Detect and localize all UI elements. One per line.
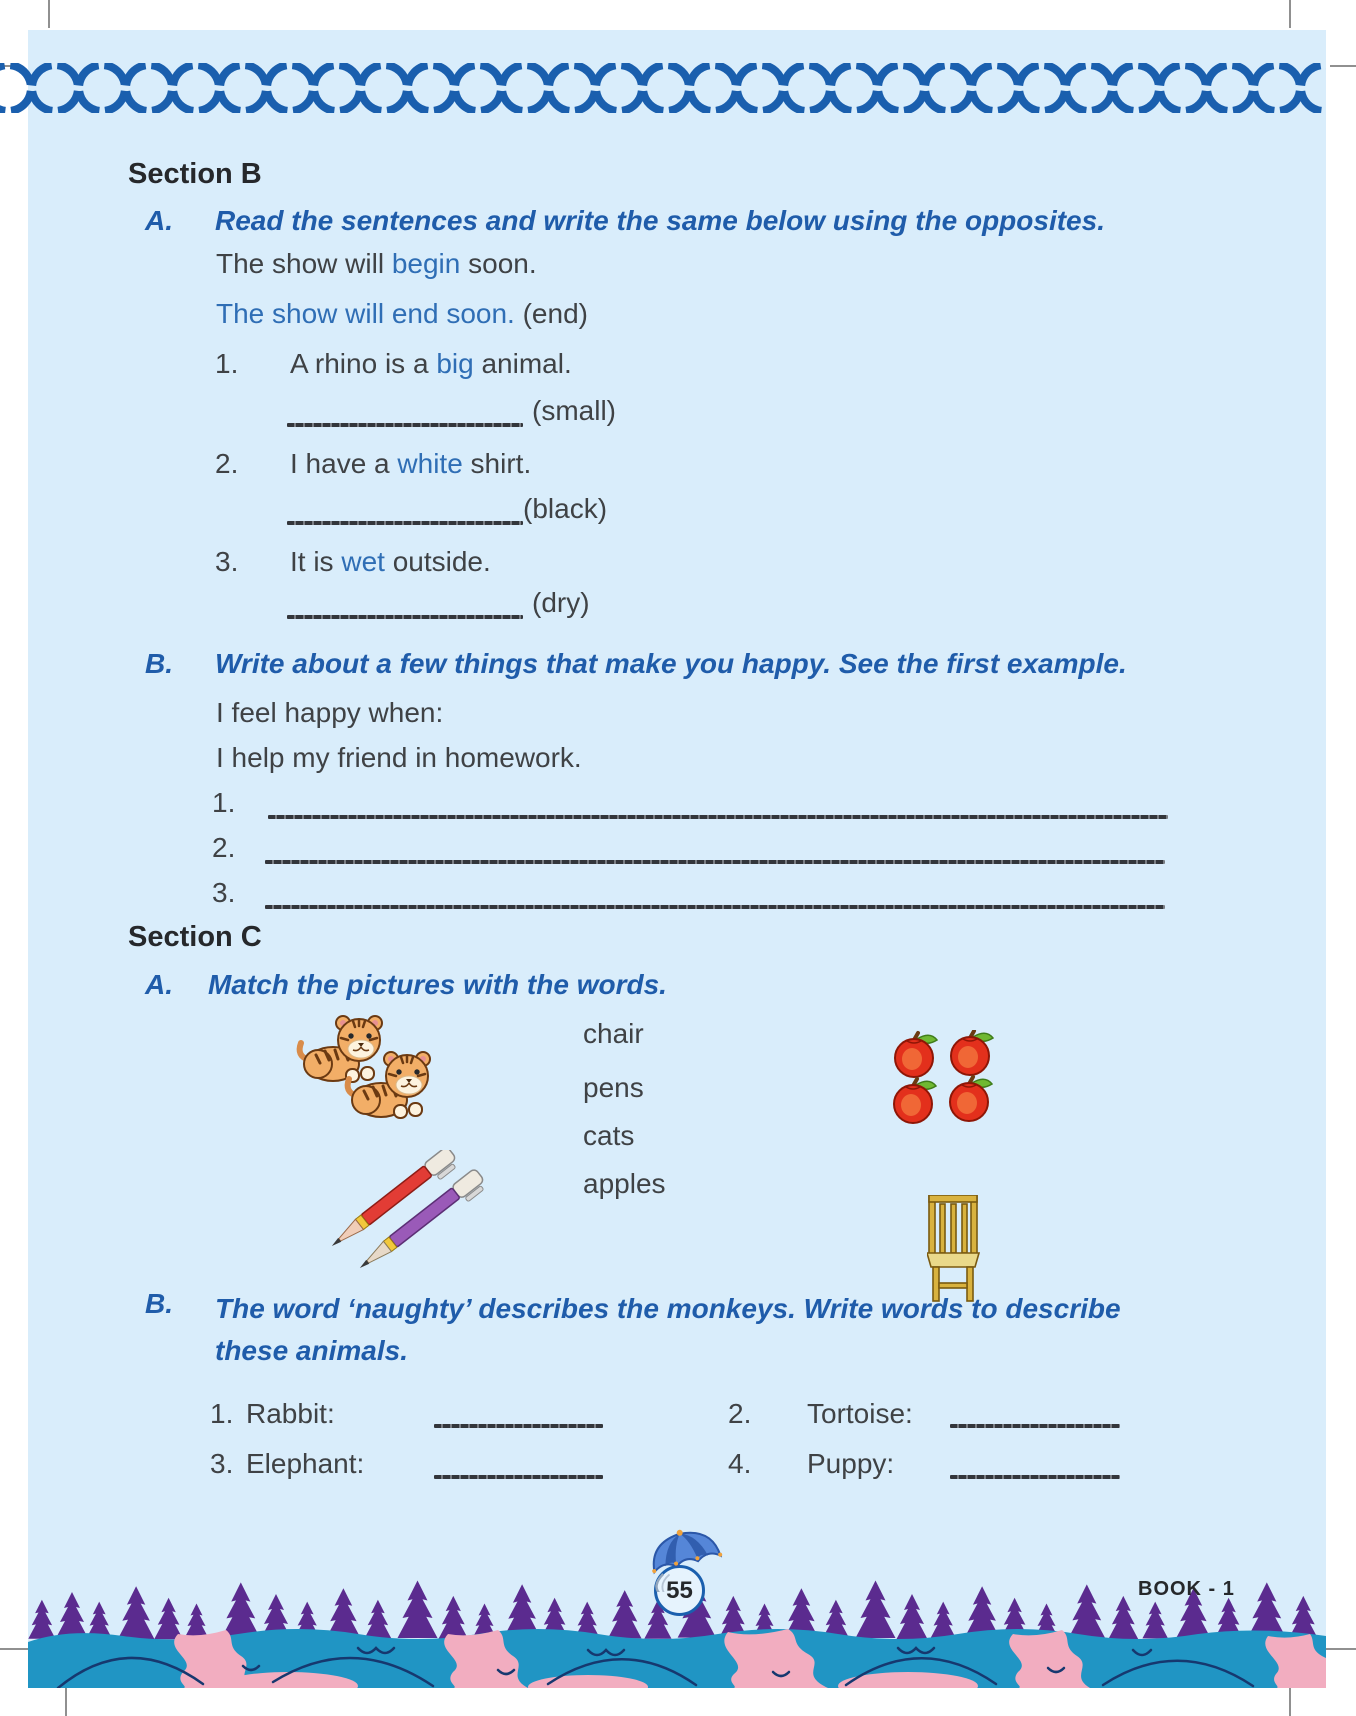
example-answer-text: The show will end soon. [216,298,515,329]
chain-border-decoration [0,63,1326,113]
crop-mark [0,1648,30,1650]
happy-example: I help my friend in homework. [216,742,582,773]
animal-name-rabbit: Rabbit: [246,1398,335,1429]
answer-blank[interactable] [287,423,523,427]
exercise-ca-instruction: Match the pictures with the words. [208,969,667,1000]
exercise-cb-instruction: The word ‘naughty’ describes the monkeys. Write words to describe these animals. [215,1293,1121,1366]
item-sentence [290,348,572,380]
animal-name-elephant: Elephant: [246,1448,365,1479]
example-pre: The show will [216,248,392,279]
write-line-row [212,833,1165,864]
item-post: shirt. [462,448,532,479]
umbrella-icon [636,1528,736,1592]
item-sentence [290,448,531,480]
item-number: 3. [215,546,239,577]
item-number: 1. [215,348,239,379]
page-number: 55 [666,1576,693,1604]
item-keyword: white [397,448,463,479]
match-word-chair[interactable]: chair [583,1018,644,1049]
example-sentence [216,248,537,280]
exercise-cb-label: B. [145,1288,173,1319]
example-post: soon. [460,248,537,279]
answer-blank-row [287,493,608,525]
animal-number: 2. [728,1398,752,1429]
pens-image[interactable] [320,1150,485,1275]
item-post: animal. [473,348,572,379]
exercise-b-instruction: Write about a few things that make you happy. See the first example. [215,648,1127,679]
animal-answer-blank[interactable] [950,1424,1120,1428]
write-line-number: 2. [212,832,236,863]
apples-image[interactable] [893,1030,1003,1126]
answer-hint: (dry) [532,587,590,618]
exercise-a-label: A. [145,205,173,236]
answer-blank[interactable] [287,521,523,525]
crop-mark [48,0,50,28]
write-line-row [212,788,1168,819]
example-answer [216,298,588,330]
animal-number: 4. [728,1448,752,1479]
item-sentence [290,546,491,578]
item-pre: A rhino is a [290,348,437,379]
write-line-blank[interactable] [268,815,1168,819]
item-keyword: wet [341,546,385,577]
animal-number: 1. [210,1398,234,1429]
animal-name-tortoise: Tortoise: [807,1398,913,1429]
match-word-cats[interactable]: cats [583,1120,635,1151]
animal-answer-blank[interactable] [434,1424,603,1428]
book-label: BOOK - 1 [1138,1578,1235,1600]
answer-hint: (black) [523,493,608,524]
item-number: 2. [215,448,239,479]
item-keyword: big [436,348,474,379]
answer-blank-row [287,395,616,427]
match-word-apples[interactable]: apples [583,1168,666,1199]
animal-number: 3. [210,1448,234,1479]
crop-mark [65,1688,67,1716]
chair-image[interactable] [927,1195,981,1303]
example-answer-hint: (end) [522,298,588,329]
match-word-pens[interactable]: pens [583,1072,644,1103]
exercise-ca-label: A. [145,969,173,1000]
write-line-blank[interactable] [265,905,1165,909]
exercise-a-instruction: Read the sentences and write the same below using the opposites. [215,205,1105,236]
crop-mark [1326,1648,1356,1650]
example-keyword: begin [391,248,461,279]
write-line-blank[interactable] [265,860,1165,864]
answer-blank[interactable] [287,615,523,619]
item-post: outside. [384,546,491,577]
exercise-b-label: B. [145,648,173,679]
write-line-row [212,878,1165,909]
tiger-cubs-image[interactable] [295,1008,447,1128]
item-pre: I have a [290,448,398,479]
item-pre: It is [290,546,342,577]
section-b-title: Section B [128,158,262,190]
happy-intro: I feel happy when: [216,697,444,728]
crop-mark [1330,65,1356,67]
animal-answer-blank[interactable] [434,1475,603,1479]
crop-mark [1289,0,1291,28]
answer-blank-row [287,587,590,619]
write-line-number: 1. [212,787,236,818]
animal-name-puppy: Puppy: [807,1448,895,1479]
crop-mark [1289,1688,1291,1716]
section-c-title: Section C [128,921,262,953]
workbook-page [28,30,1326,1688]
animal-answer-blank[interactable] [950,1475,1120,1479]
answer-hint: (small) [532,395,616,426]
write-line-number: 3. [212,877,236,908]
